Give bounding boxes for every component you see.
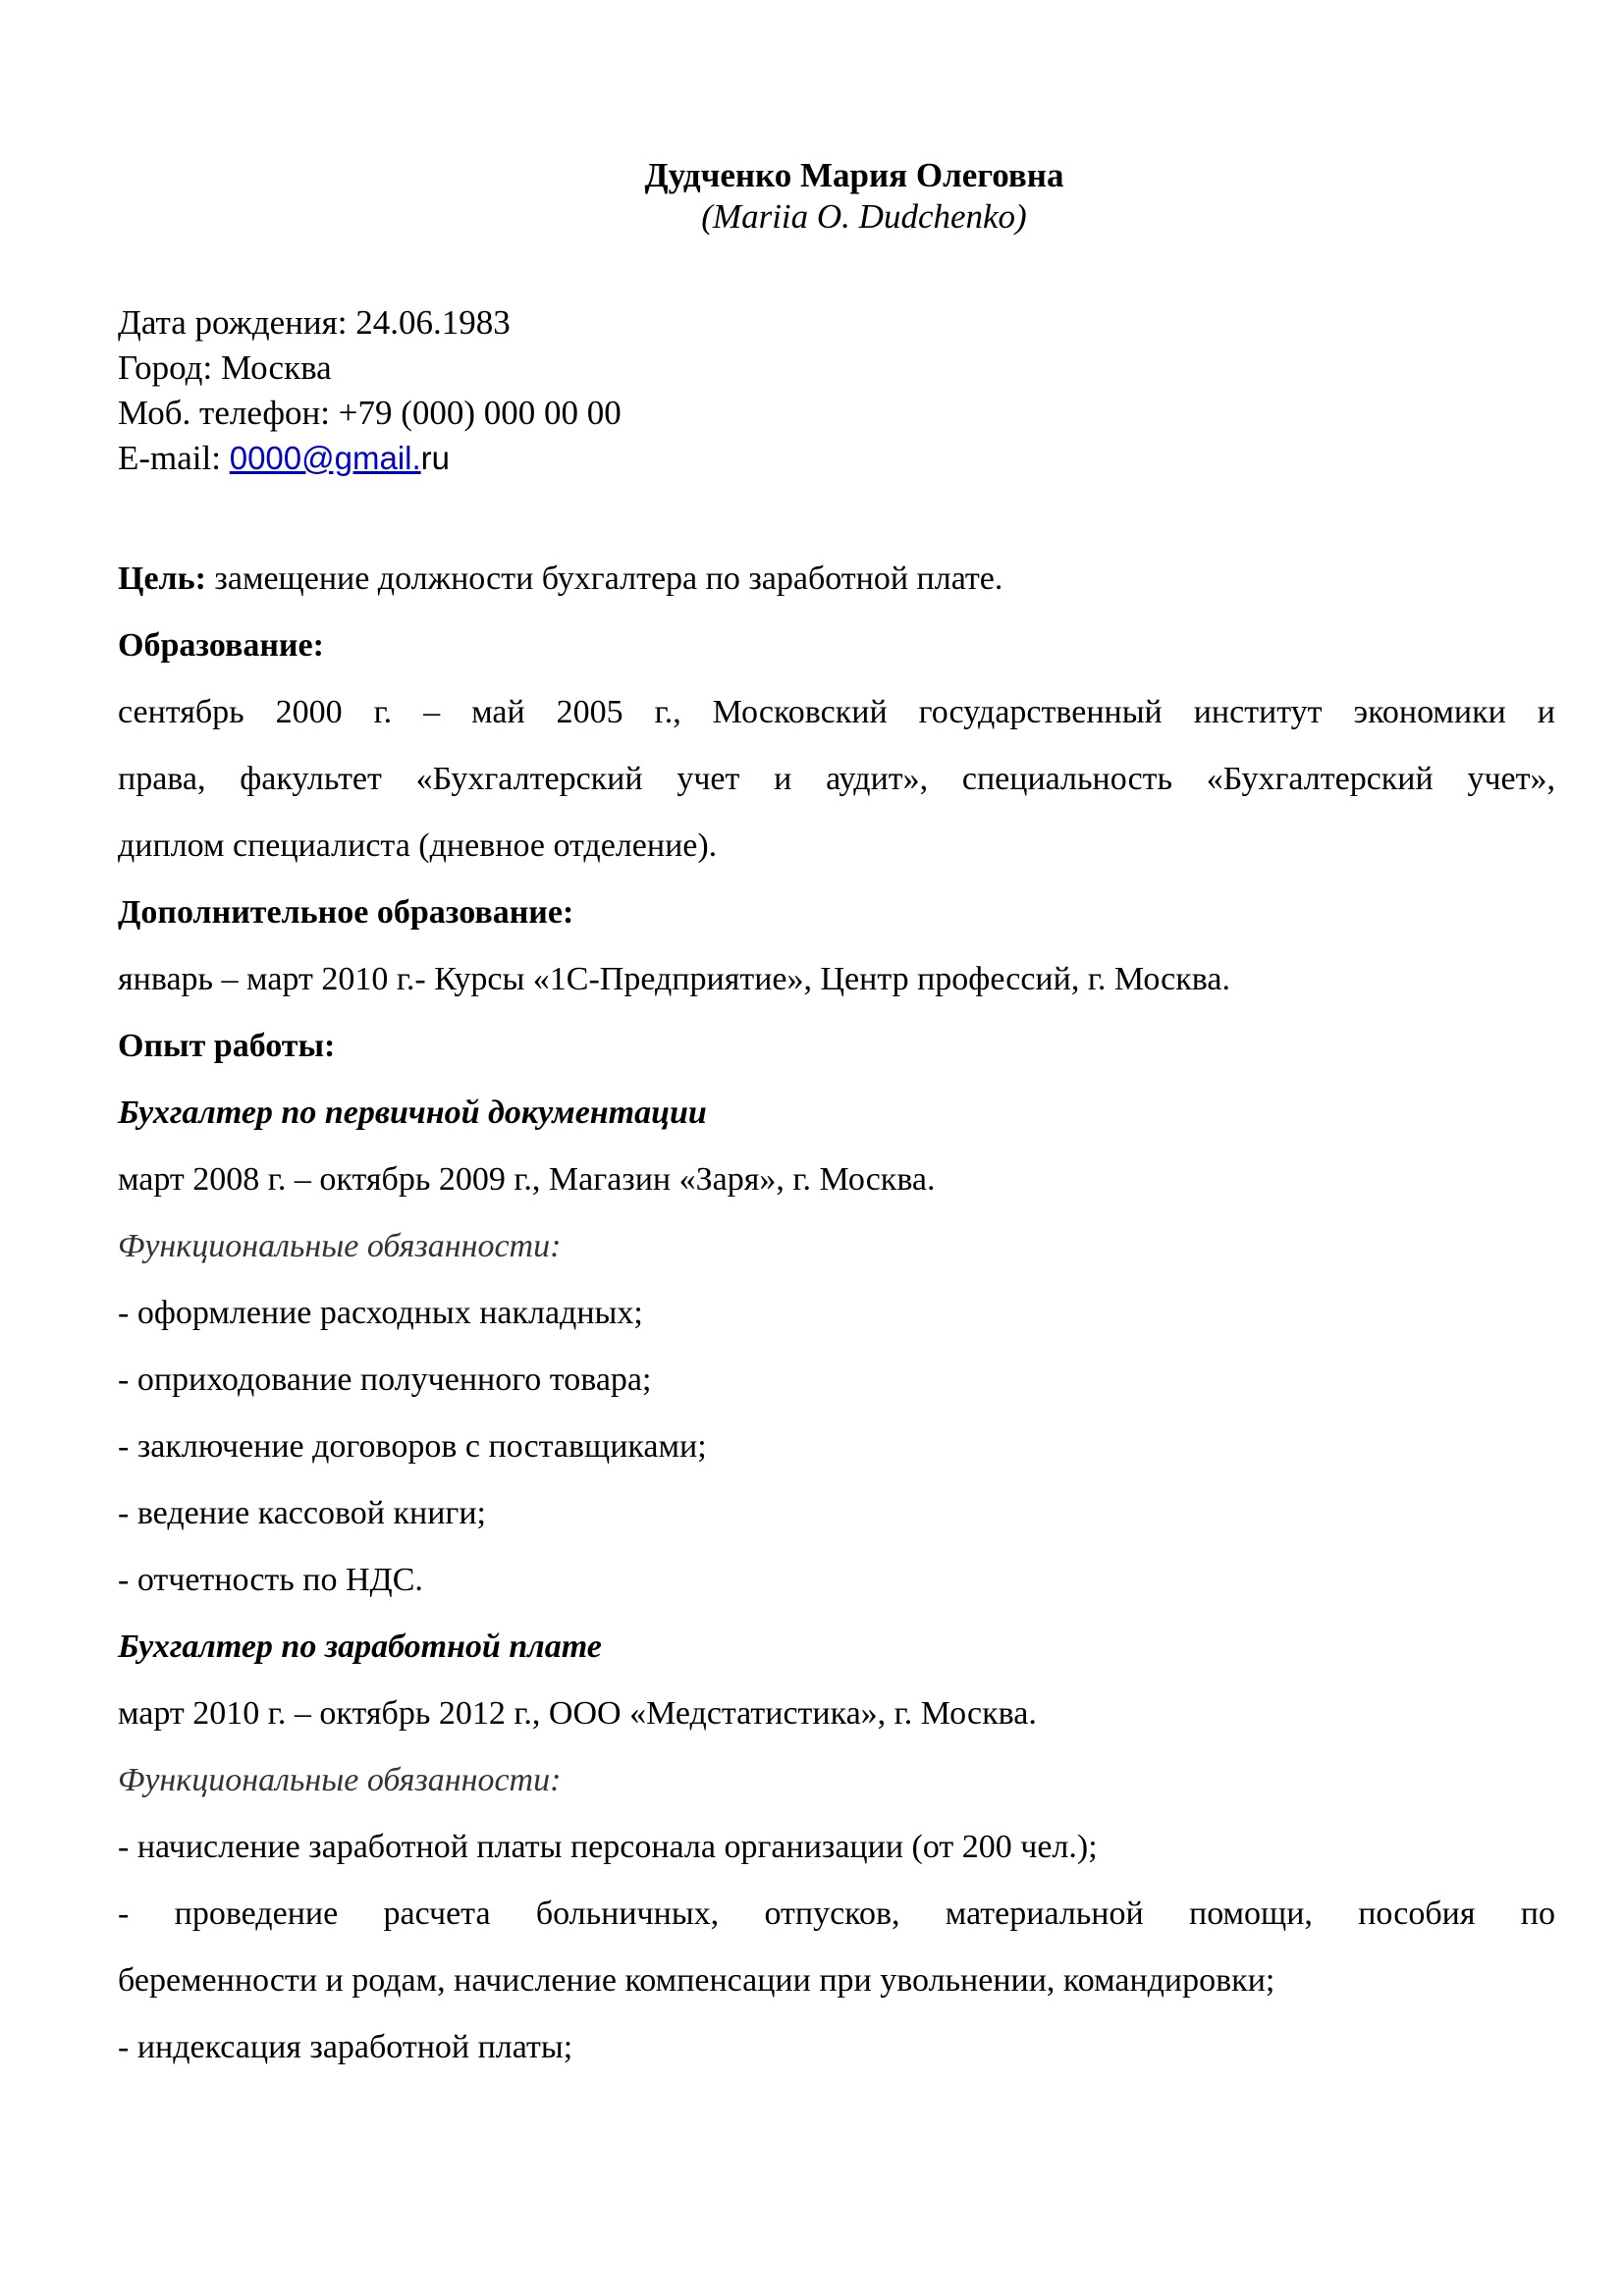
duty-item: - отчетность по НДС. [118, 1562, 423, 1598]
goal-text: замещение должности бухгалтера по заработной плате. [214, 561, 1003, 597]
education-line-3: диплом специалиста (дневное отделение). [118, 828, 718, 864]
city-label: Город: [118, 348, 213, 387]
title-block [118, 155, 1512, 238]
duty-item: - оприходование полученного товара; [118, 1362, 652, 1398]
duty-item: - начисление заработной платы персонала организации (от 200 чел.); [118, 1829, 1098, 1865]
city-value: Москва [220, 348, 332, 387]
city-row [118, 346, 622, 391]
goal-label: Цель: [118, 561, 206, 597]
job-period-2: март 2010 г. – октябрь 2012 г., ООО «Медстатистика», г. Москва. [118, 1695, 1037, 1732]
goal-line [118, 546, 1555, 613]
duty-item: беременности и родам, начисление компенсации при увольнении, командировки; [118, 1962, 1275, 1999]
job-period-1: март 2008 г. – октябрь 2009 г., Магазин «Заря», г. Москва. [118, 1161, 936, 1198]
duty-item: - индексация заработной платы; [118, 2029, 573, 2065]
additional-education-line: январь – март 2010 г.- Курсы «1С-Предприятие», Центр профессий, г. Москва. [118, 961, 1230, 997]
resume-body [118, 546, 1555, 2081]
duty-item: - заключение договоров с поставщиками; [118, 1428, 707, 1465]
duties-label-2: Функциональные обязанности: [118, 1762, 562, 1798]
job-title-1: Бухгалтер по первичной документации [118, 1095, 707, 1131]
latin-name: (Mariia O. Dudchenko) [701, 197, 1027, 236]
education-line-2: права, факультет «Бухгалтерский учет и аудит», специальность «Бухгалтерский учет», [118, 761, 1555, 797]
duty-item: - проведение расчета больничных, отпусков, материальной помощи, пособия по [118, 1896, 1555, 1932]
phone-label: Моб. телефон: [118, 394, 330, 432]
experience-heading: Опыт работы: [118, 1028, 336, 1064]
education-line-1: сентябрь 2000 г. – май 2005 г., Московский государственный институт экономики и [118, 694, 1555, 730]
duty-item: - оформление расходных накладных; [118, 1295, 643, 1331]
email-link[interactable]: 0000@gmail. [229, 440, 421, 476]
contacts-block [118, 300, 622, 481]
education-heading: Образование: [118, 627, 324, 664]
birth-date-value: 24.06.1983 [355, 303, 511, 342]
birth-date-row [118, 300, 622, 346]
job-title-2: Бухгалтер по заработной плате [118, 1629, 602, 1665]
additional-education-heading: Дополнительное образование: [118, 894, 574, 931]
birth-date-label: Дата рождения: [118, 303, 348, 342]
email-label: E-mail: [118, 439, 221, 477]
duties-label-1: Функциональные обязанности: [118, 1228, 562, 1264]
phone-value: +79 (000) 000 00 00 [338, 394, 622, 432]
email-tld: ru [420, 440, 451, 476]
full-name: Дудченко Мария Олеговна [644, 156, 1064, 194]
duty-item: - ведение кассовой книги; [118, 1495, 486, 1531]
email-row [118, 436, 622, 481]
phone-row [118, 391, 622, 436]
